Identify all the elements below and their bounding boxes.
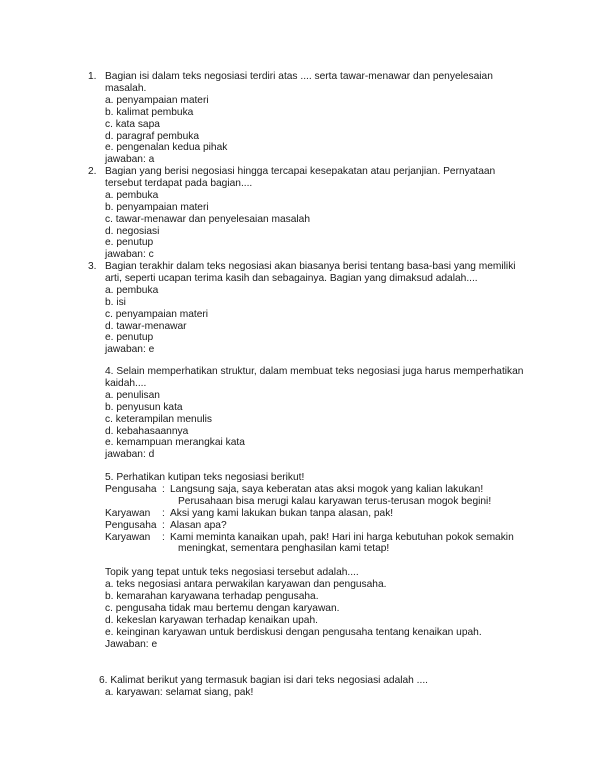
dialogue-speaker: Pengusaha [105, 483, 157, 495]
dialogue-speaker: Karyawan [105, 507, 151, 519]
answer-option: e. kemampuan merangkai kata [105, 437, 245, 449]
question-6 [0, 675, 600, 699]
answer-option: d. tawar-menawar [105, 320, 187, 332]
answer-option: e. penutup [105, 332, 154, 344]
dialogue-separator: : [162, 519, 165, 531]
answer-option: d. kebahasaannya [105, 425, 189, 437]
answer-key: jawaban: e [105, 344, 155, 356]
answer-option: d. negosiasi [105, 225, 160, 237]
answer-option: a. pembuka [105, 189, 159, 201]
answer-option: e. keinginan karyawan untuk berdiskusi dengan pengusaha tentang kenaikan upah. [105, 626, 482, 638]
answer-option: b. isi [105, 296, 126, 308]
question-stem-line: 5. Perhatikan kutipan teks negosiasi berikut! [105, 472, 305, 483]
answer-option: c. keterampilan menulis [105, 413, 213, 425]
dialogue-utterance: Kami meminta kanaikan upah, pak! Hari ini harga kebutuhan pokok semakin [170, 531, 514, 543]
dialogue-utterance: Langsung saja, saya keberatan atas aksi mogok yang kalian lakukan! [170, 483, 484, 495]
question-stem-line: 4. Selain memperhatikan struktur, dalam membuat teks negosiasi juga harus memperhatikan [105, 366, 524, 377]
question-stem-line: masalah. [105, 82, 147, 94]
answer-option: c. penyampaian materi [105, 308, 209, 320]
question-stem-line: 6. Kalimat berikut yang termasuk bagian isi dari teks negosiasi adalah .... [99, 675, 429, 686]
answer-option: e. penutup [105, 237, 154, 249]
dialogue-line [105, 484, 600, 496]
question-number: 3. [88, 261, 97, 272]
question-2 [0, 166, 600, 261]
dialogue-utterance: meningkat, sementara penghasilan kami tetap! [178, 543, 390, 555]
answer-key: Jawaban: e [105, 638, 158, 650]
answer-option: a. teks negosiasi antara perwakilan karyawan dan pengusaha. [105, 579, 387, 591]
dialogue-line [105, 508, 600, 520]
answer-option: e. pengenalan kedua pihak [105, 142, 228, 154]
answer-option: a. pembuka [105, 284, 159, 296]
question-1 [0, 71, 600, 166]
question-stem-line: tersebut terdapat pada bagian.... [105, 177, 253, 189]
answer-key: jawaban: a [105, 154, 155, 166]
answer-option: a. penulisan [105, 389, 160, 401]
answer-option: a. karyawan: selamat siang, pak! [105, 686, 254, 698]
question-stem-line: arti, seperti ucapan terima kasih dan sebagainya. Bagian yang dimaksud adalah.... [105, 272, 478, 284]
dialogue-utterance: Alasan apa? [170, 519, 227, 531]
answer-option: b. kalimat pembuka [105, 106, 194, 118]
answer-option: d. kekeslan karyawan terhadap kenaikan upah. [105, 614, 318, 626]
question-number: 2. [88, 166, 97, 177]
question-stem-line: Bagian isi dalam teks negosiasi terdiri atas .... serta tawar-menawar dan penyelesaian [105, 71, 493, 82]
answer-option: b. penyusun kata [105, 401, 183, 413]
question-5 [0, 472, 600, 651]
answer-option: a. penyampaian materi [105, 94, 209, 106]
dialogue-line [105, 532, 600, 544]
dialogue-line [105, 496, 600, 508]
answer-option: c. kata sapa [105, 118, 160, 130]
question-stem-line: kaidah.... [105, 377, 147, 389]
dialogue-utterance: Aksi yang kami lakukan bukan tanpa alasan, pak! [170, 507, 394, 519]
dialogue-line [105, 543, 600, 555]
question-stem-line: Bagian terakhir dalam teks negosiasi akan biasanya berisi tentang basa-basi yang memiliki [105, 261, 516, 272]
question-4 [0, 366, 600, 461]
question-number: 1. [88, 71, 97, 82]
answer-key: jawaban: d [105, 449, 155, 461]
answer-key: jawaban: c [105, 249, 154, 261]
dialogue-line [105, 520, 600, 532]
dialogue-speaker: Pengusaha [105, 519, 157, 531]
question-stem-line: Bagian yang berisi negosiasi hingga tercapai kesepakatan atau perjanjian. Pernyataan [105, 166, 496, 177]
question-prompt: Topik yang tepat untuk teks negosiasi tersebut adalah.... [105, 567, 359, 579]
answer-option: b. kemarahan karyawana terhadap pengusaha. [105, 591, 319, 603]
answer-option: c. pengusaha tidak mau bertemu dengan karyawan. [105, 603, 340, 615]
answer-option: c. tawar-menawar dan penyelesaian masalah [105, 213, 310, 225]
dialogue-separator: : [162, 531, 165, 543]
dialogue-separator: : [162, 483, 165, 495]
dialogue-speaker: Karyawan [105, 531, 151, 543]
answer-option: d. paragraf pembuka [105, 130, 200, 142]
dialogue-utterance: Perusahaan bisa merugi kalau karyawan terus-terusan mogok begini! [178, 495, 492, 507]
question-3 [0, 261, 600, 356]
dialogue-separator: : [162, 507, 165, 519]
answer-option: b. penyampaian materi [105, 201, 209, 213]
